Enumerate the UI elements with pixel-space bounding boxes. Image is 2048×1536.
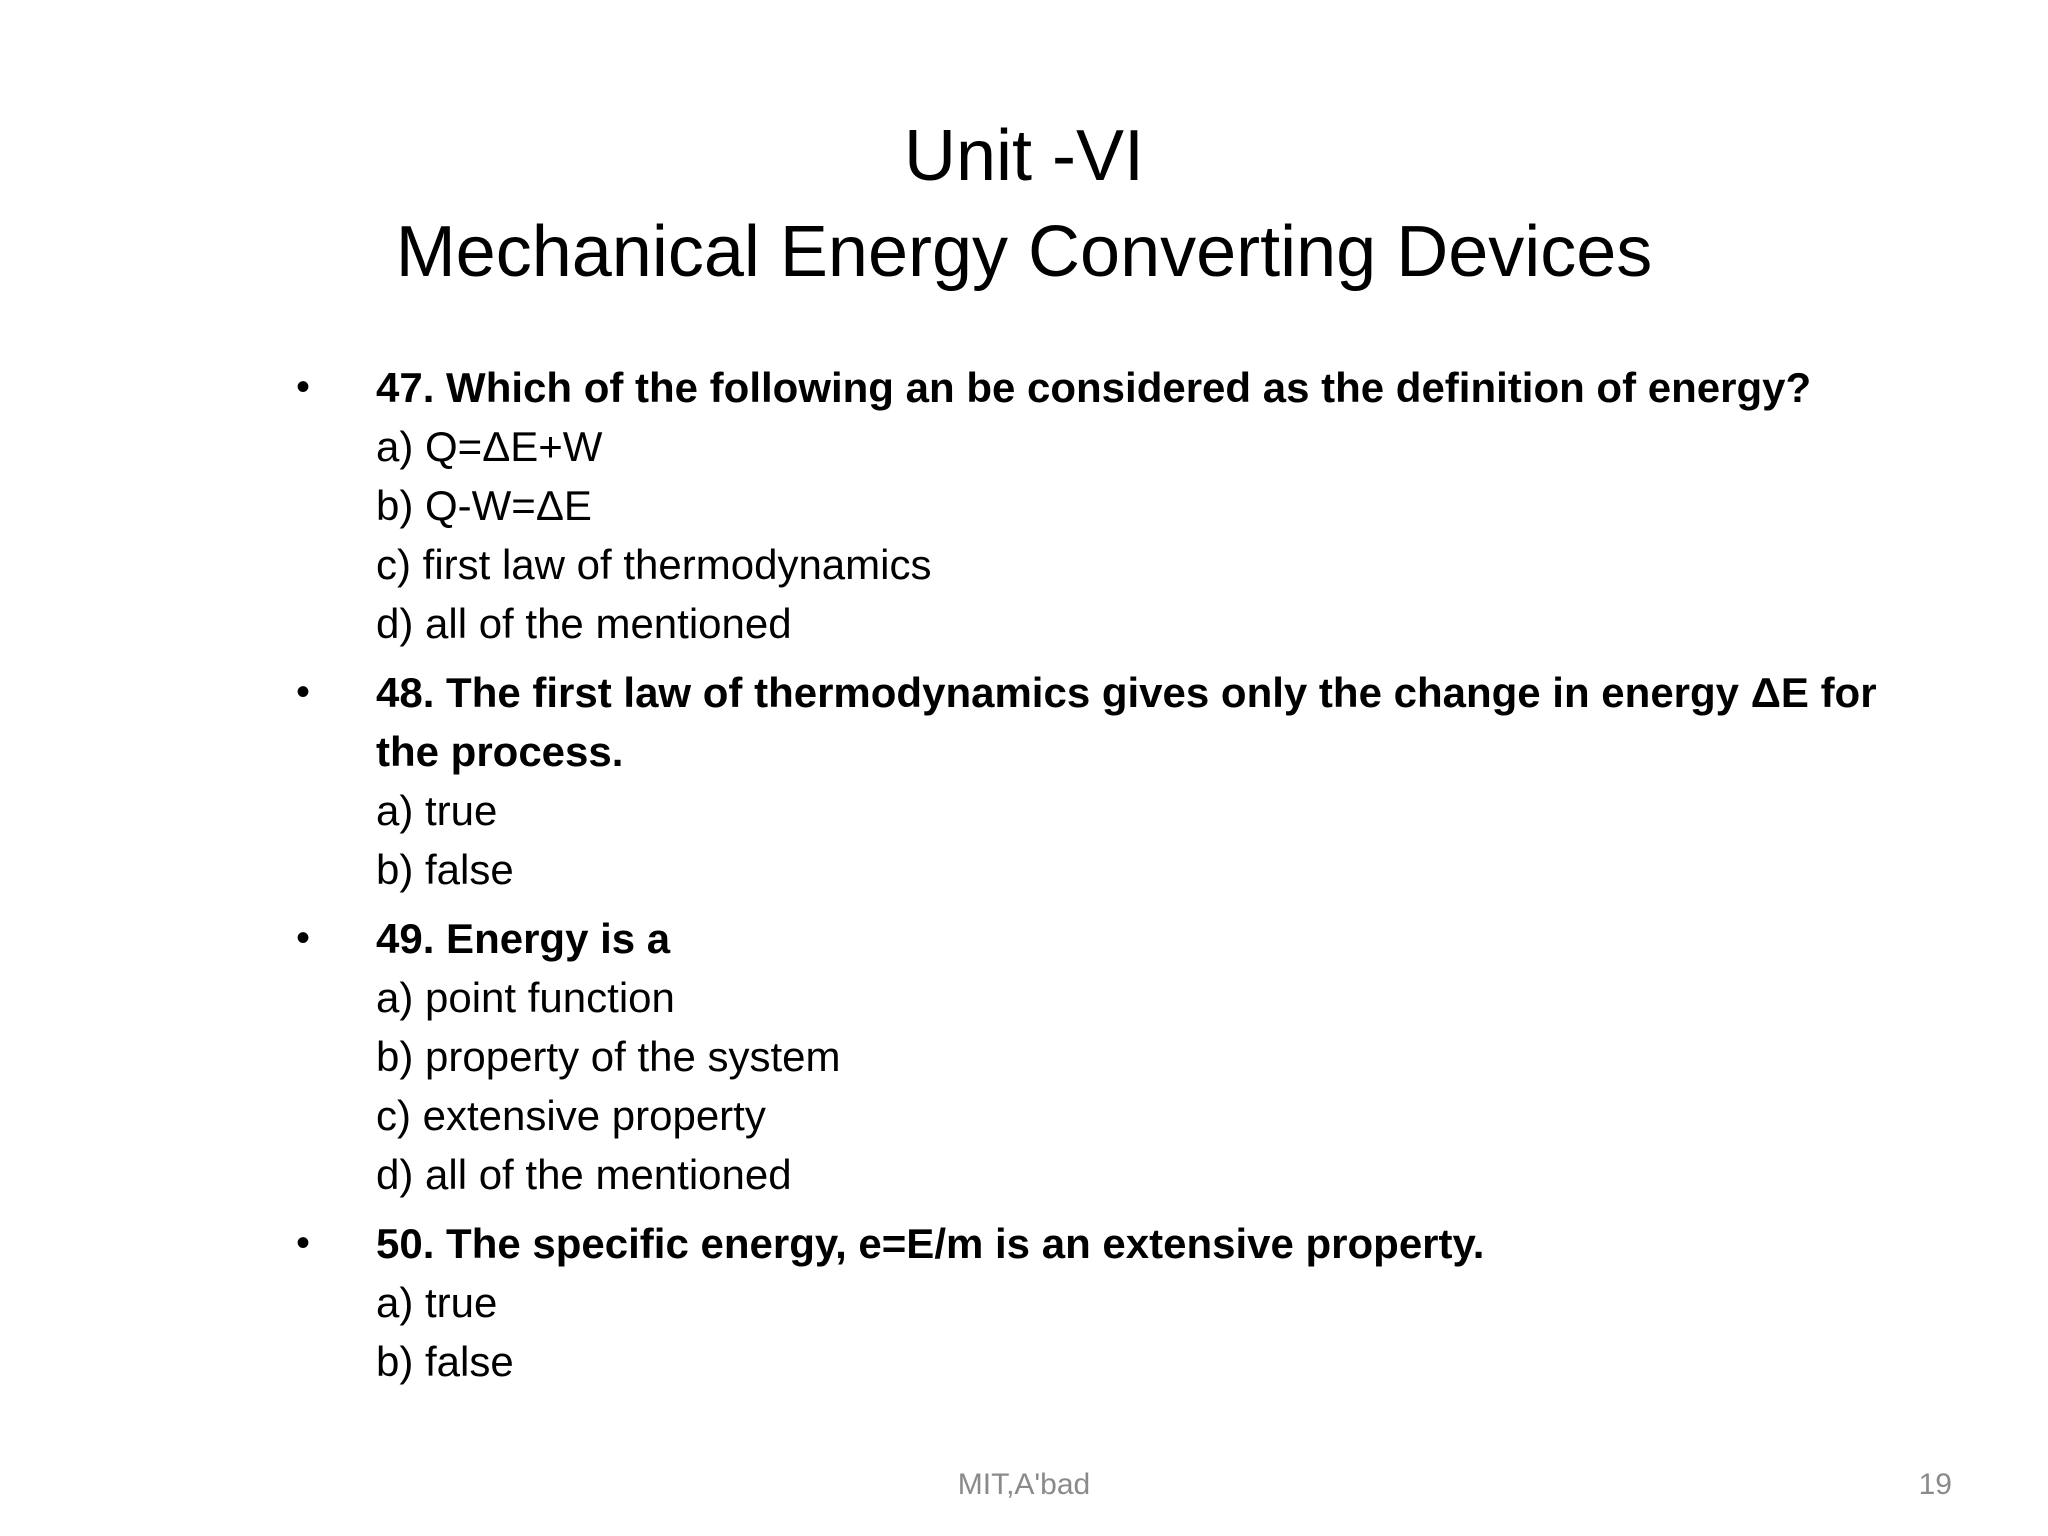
question-text: 47. Which of the following an be considered as the definition of energy?: [376, 364, 1812, 411]
option-c: c) extensive property: [376, 1092, 766, 1139]
question-50: [296, 1214, 1916, 1391]
slide-title: [0, 108, 2048, 300]
bullet: •: [296, 670, 311, 714]
option-d: d) all of the mentioned: [376, 1151, 792, 1198]
title-line-1: Unit -VI: [903, 116, 1145, 196]
bullet: •: [296, 916, 311, 960]
question-text: 50. The specific energy, e=E/m is an extensive property.: [376, 1220, 1485, 1267]
option-b: b) false: [376, 1338, 514, 1385]
question-text: 48. The first law of thermodynamics gives only the change in energy ΔE for the process.: [376, 669, 1877, 775]
page-number: 19: [1918, 1468, 1952, 1501]
title-line-2: Mechanical Energy Converting Devices: [395, 212, 1653, 292]
option-d: d) all of the mentioned: [376, 600, 792, 647]
option-c: c) first law of thermodynamics: [376, 541, 932, 588]
bullet: •: [296, 365, 311, 409]
question-49: [296, 909, 1916, 1204]
question-47: [296, 358, 1916, 653]
question-list: [296, 358, 1916, 1401]
option-a: a) true: [376, 1279, 498, 1326]
question-48: [296, 663, 1916, 899]
option-b: b) property of the system: [376, 1033, 841, 1080]
option-b: b) false: [376, 846, 514, 893]
option-a: a) point function: [376, 974, 675, 1021]
bullet: •: [296, 1221, 311, 1265]
footer-institution: MIT,A'bad: [957, 1468, 1091, 1501]
option-a: a) Q=ΔE+W: [376, 423, 603, 470]
option-b: b) Q-W=ΔE: [376, 482, 592, 529]
question-text: 49. Energy is a: [376, 915, 671, 962]
option-a: a) true: [376, 787, 498, 834]
